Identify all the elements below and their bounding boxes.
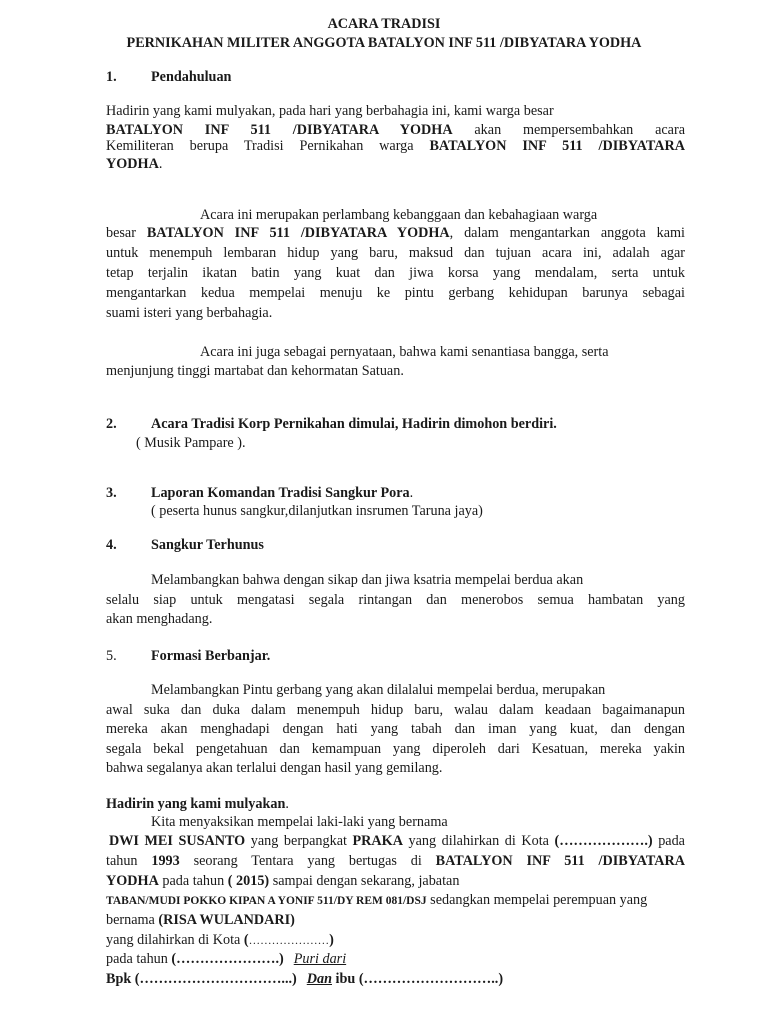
service-year: ( 2015): [227, 873, 270, 889]
closing-line-6: [106, 911, 295, 930]
closing-line-1: Kita menyaksikan mempelai laki-laki yang bernama: [151, 814, 448, 830]
section-1-heading: Pendahuluan: [151, 69, 232, 85]
closing-line-2: [109, 832, 685, 851]
closing-text: yang berpangkat: [245, 833, 353, 849]
para4-line-2: selalu siap untuk mengatasi segala rintangan dan menerobos semua hambatan yang: [106, 592, 685, 608]
title-line-2: PERNIKAHAN MILITER ANGGOTA BATALYON INF 511 /DIBYATARA YODHA: [126, 35, 642, 51]
groom-birth-year: 1993: [151, 853, 180, 869]
closing-line-3: [106, 852, 685, 871]
para5-line-2: awal suka dan duka dalam menempuh hidup baru, walau dalam keadaan bagaimanapun: [106, 702, 685, 718]
para2-line-5: mengantarkan kedua mempelai menuju ke pintu gerbang kehidupan barunya sebagai: [106, 285, 685, 301]
para5-line-4: segala bekal pengetahuan dan kemampuan yang diperoleh dari Kesatuan, mereka yakin: [106, 741, 685, 757]
section-4-heading: Sangkur Terhunus: [151, 537, 264, 553]
intro-text: Kemiliteran berupa Tradisi Pernikahan warga: [106, 138, 430, 154]
section-2-heading: Acara Tradisi Korp Pernikahan dimulai, Hadirin dimohon berdiri.: [151, 416, 557, 432]
para5-line-1: Melambangkan Pintu gerbang yang akan dilalalui mempelai berdua, merupakan: [151, 682, 606, 698]
unit-name: BATALYON INF 511 /DIBYATARA YODHA: [146, 225, 450, 241]
section-2-number: 2.: [106, 416, 117, 432]
closing-text: pada tahun: [158, 873, 228, 889]
section-2-note: ( Musik Pampare ).: [136, 435, 246, 451]
para4-line-3: akan menghadang.: [106, 611, 213, 627]
closing-line-7: [106, 931, 334, 951]
paren: ): [329, 932, 334, 948]
closing-line-8: [106, 950, 346, 969]
closing-greeting-text: Hadirin yang kami mulyakan: [106, 796, 286, 812]
unit-name: BATALYON INF 511 /DIBYATARA: [435, 853, 685, 869]
closing-text: seorang Tentara yang bertugas di: [179, 853, 436, 869]
unit-name: YODHA: [106, 873, 159, 889]
para3-line-2: menjunjung tinggi martabat dan kehormatan Satuan.: [106, 363, 404, 379]
intro-line-3: [106, 137, 685, 156]
unit-name: BATALYON INF 511 /DIBYATARA: [429, 138, 685, 154]
para2-text: besar: [106, 225, 147, 241]
closing-greeting-dot: .: [285, 796, 289, 812]
closing-text: tahun: [106, 853, 152, 869]
para2-text: , dalam mengantarkan anggota kami: [449, 225, 685, 241]
closing-text: sedangkan mempelai perempuan yang: [426, 892, 648, 908]
closing-text: yang dilahirkan di Kota: [402, 833, 555, 849]
section-3-title: Laporan Komandan Tradisi Sangkur Pora: [151, 485, 410, 501]
para2-line-1: Acara ini merupakan perlambang kebanggaan dan kebahagiaan warga: [200, 207, 598, 223]
closing-line-4: [106, 872, 459, 891]
intro-line-4: [106, 155, 162, 174]
groom-birthplace-blank: (……………….): [554, 833, 653, 849]
para2-line-3: untuk menempuh lembaran hidup yang baru, maksud dan tujuan acara ini, adalah agar: [106, 245, 685, 261]
title-line-1: ACARA TRADISI: [327, 16, 441, 32]
closing-text: pada tahun: [106, 951, 172, 967]
father-name-blank: (…………………………...): [134, 971, 297, 987]
para5-line-3: mereka akan menghadapi dengan hati yang tabah dan iman yang kuat, dan dengan: [106, 721, 685, 737]
bride-father-intro: Puri dari: [293, 951, 347, 967]
section-3-note: ( peserta hunus sangkur,dilanjutkan insrumen Taruna jaya): [151, 503, 483, 519]
mother-label: ibu: [332, 971, 359, 987]
para4-line-1: Melambangkan bahwa dengan sikap dan jiwa ksatria mempelai berdua akan: [151, 572, 584, 588]
para2-line-4: tetap terjalin ikatan batin yang kuat dan jiwa korsa yang mendalam, serta untuk: [106, 265, 685, 281]
and-word: Dan: [306, 971, 332, 987]
closing-text: sampai dengan sekarang, jabatan: [269, 873, 460, 889]
groom-name: DWI MEI SUSANTO: [109, 833, 246, 849]
intro-text: .: [158, 156, 163, 172]
para2-line-2: [106, 224, 685, 243]
father-label: Bpk: [106, 971, 135, 987]
bride-birthplace-blank: …………………: [248, 935, 330, 947]
groom-rank: PRAKA: [352, 833, 403, 849]
closing-text: pada: [652, 833, 685, 849]
section-3-number: 3.: [106, 485, 117, 501]
section-4-number: 4.: [106, 537, 117, 553]
paren: (: [243, 932, 249, 948]
bride-birth-year-blank: (………………….): [171, 951, 284, 967]
para3-line-1: Acara ini juga sebagai pernyataan, bahwa kami senantiasa bangga, serta: [200, 344, 609, 360]
intro-line-1: Hadirin yang kami mulyakan, pada hari yang berbahagia ini, kami warga besar: [106, 103, 554, 119]
closing-greeting: [106, 795, 289, 814]
section-3-dot: .: [409, 485, 414, 501]
mother-name-blank: (………………………..): [358, 971, 504, 987]
closing-line-9: [106, 970, 503, 989]
section-5-heading: Formasi Berbanjar.: [151, 648, 271, 664]
closing-line-5: [106, 891, 647, 911]
unit-name: YODHA: [106, 156, 159, 172]
section-3-heading: [151, 484, 413, 503]
section-1-number: 1.: [106, 69, 117, 85]
closing-text: yang dilahirkan di Kota: [106, 932, 244, 948]
bride-name: (RISA WULANDARI): [158, 912, 295, 928]
groom-position: TABAN/MUDI POKKO KIPAN A YONIF 511/DY REM 081/DSJ: [106, 895, 427, 907]
para2-line-6: suami isteri yang berbahagia.: [106, 305, 273, 321]
unit-name: BATALYON INF 511 /DIBYATARA YODHA: [106, 122, 453, 138]
section-5-number: 5.: [106, 648, 117, 664]
closing-text: bernama: [106, 912, 159, 928]
para5-line-5: bahwa segalanya akan terlalui dengan hasil yang gemilang.: [106, 760, 443, 776]
intro-text: akan mempersembahkan acara: [452, 122, 685, 138]
